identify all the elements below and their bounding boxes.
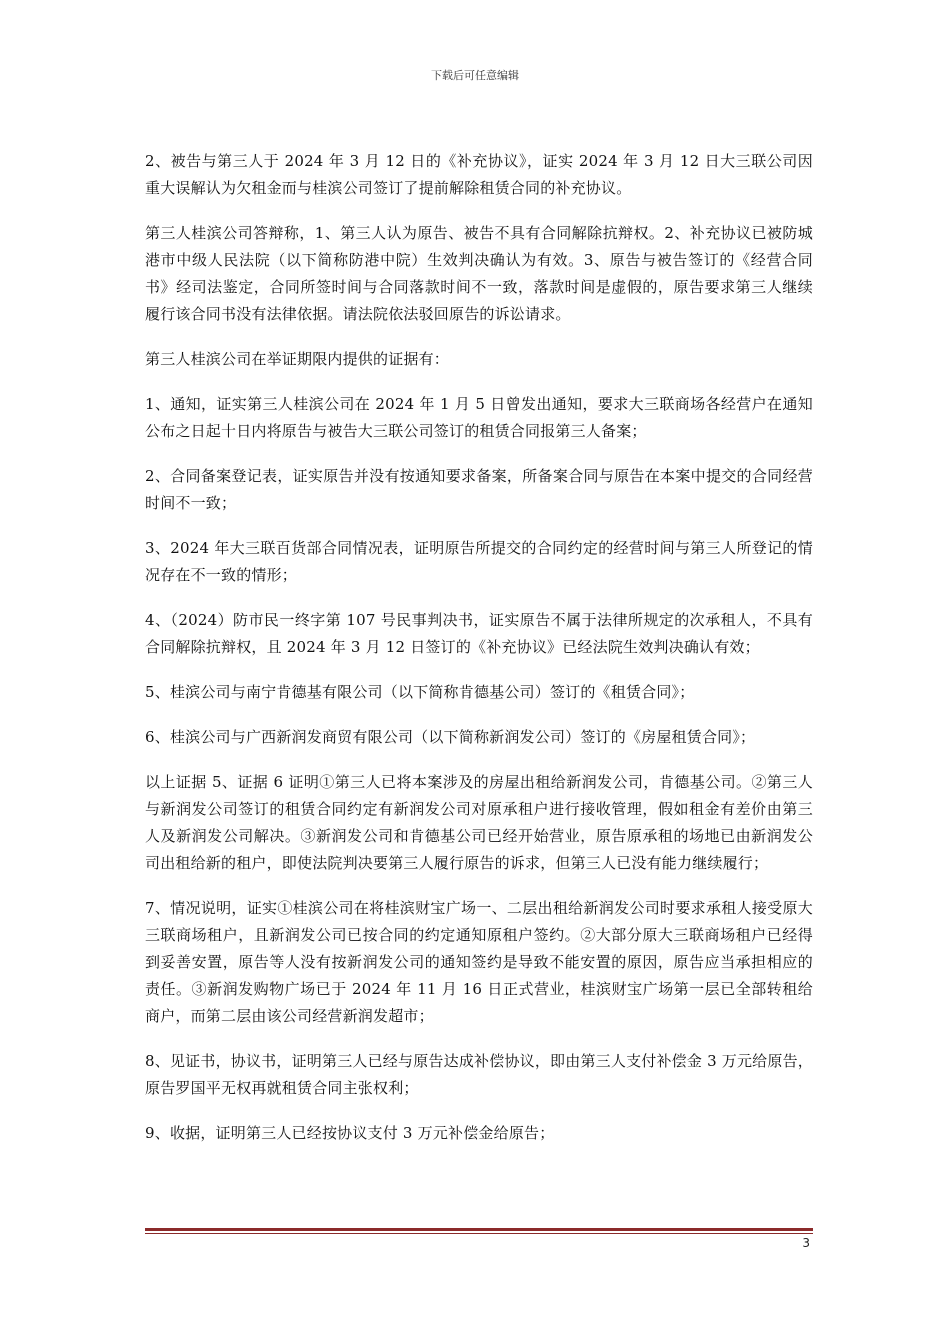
paragraph: 6、桂滨公司与广西新润发商贸有限公司（以下简称新润发公司）签订的《房屋租赁合同》；: [145, 728, 756, 746]
page-header: 下载后可任意编辑: [431, 69, 519, 82]
paragraph: 3、2024 年大三联百货部合同情况表，证明原告所提交的合同约定的经营时间与第三人所登记的情况存在不一致的情形；: [145, 539, 813, 584]
paragraph: 第三人桂滨公司答辩称，1、第三人认为原告、被告不具有合同解除抗辩权。2、补充协议已被防城港市中级人民法院（以下简称防港中院）生效判决确认为有效。3、原告与被告签订的《经营合同书》经司法鉴定，合同所签时间与合同落款时间不一致，落款时间是虚假的，原告要求第三人继续履行该合同书没有法律依据。请法院依法驳回原告的诉讼请求。: [145, 224, 813, 323]
page-number: 3: [802, 1236, 810, 1250]
paragraph: 4、（2024）防市民一终字第 107 号民事判决书，证实原告不属于法律所规定的次承租人，不具有合同解除抗辩权，且 2024 年 3 月 12 日签订的《补充协议》已经法院生效判决确认有效；: [145, 611, 813, 656]
paragraph: 以上证据 5、证据 6 证明①第三人已将本案涉及的房屋出租给新润发公司，肯德基公司。②第三人与新润发公司签订的租赁合同约定有新润发公司对原承租户进行接收管理，假如租金有差价由第三人及新润发公司解决。③新润发公司和肯德基公司已经开始营业，原告原承租的场地已由新润发公司出租给新的租户，即使法院判决要第三人履行原告的诉求，但第三人已没有能力继续履行；: [145, 773, 813, 872]
document-body: [145, 148, 813, 1165]
paragraph: 5、桂滨公司与南宁肯德基有限公司（以下简称肯德基公司）签订的《租赁合同》；: [145, 683, 695, 701]
paragraph: 2、被告与第三人于 2024 年 3 月 12 日的《补充协议》，证实 2024 年 3 月 12 日大三联公司因重大误解认为欠租金而与桂滨公司签订了提前解除租赁合同的补充协议。: [145, 152, 813, 197]
paragraph: 第三人桂滨公司在举证期限内提供的证据有：: [145, 350, 450, 368]
paragraph: 9、收据，证明第三人已经按协议支付 3 万元补偿金给原告；: [145, 1124, 555, 1142]
footer-rule-thin: [145, 1233, 813, 1234]
paragraph: 7、情况说明，证实①桂滨公司在将桂滨财宝广场一、二层出租给新润发公司时要求承租人接受原大三联商场租户，且新润发公司已按合同的约定通知原租户签约。②大部分原大三联商场租户已经得到妥善安置，原告等人没有按新润发公司的通知签约是导致不能安置的原因，原告应当承担相应的责任。③新润发购物广场已于 2024 年 11 月 16 日正式营业，桂滨财宝广场第一层已全部转租给商户，而第二层由该公司经营新润发超市；: [145, 899, 813, 1025]
paragraph: 1、通知，证实第三人桂滨公司在 2024 年 1 月 5 日曾发出通知，要求大三联商场各经营户在通知公布之日起十日内将原告与被告大三联公司签订的租赁合同报第三人备案；: [145, 395, 813, 440]
paragraph: 2、合同备案登记表，证实原告并没有按通知要求备案，所备案合同与原告在本案中提交的合同经营时间不一致；: [145, 467, 813, 512]
footer-rule-thick: [145, 1228, 813, 1231]
paragraph: 8、见证书，协议书，证明第三人已经与原告达成补偿协议，即由第三人支付补偿金 3 万元给原告，原告罗国平无权再就租赁合同主张权利；: [145, 1052, 813, 1097]
